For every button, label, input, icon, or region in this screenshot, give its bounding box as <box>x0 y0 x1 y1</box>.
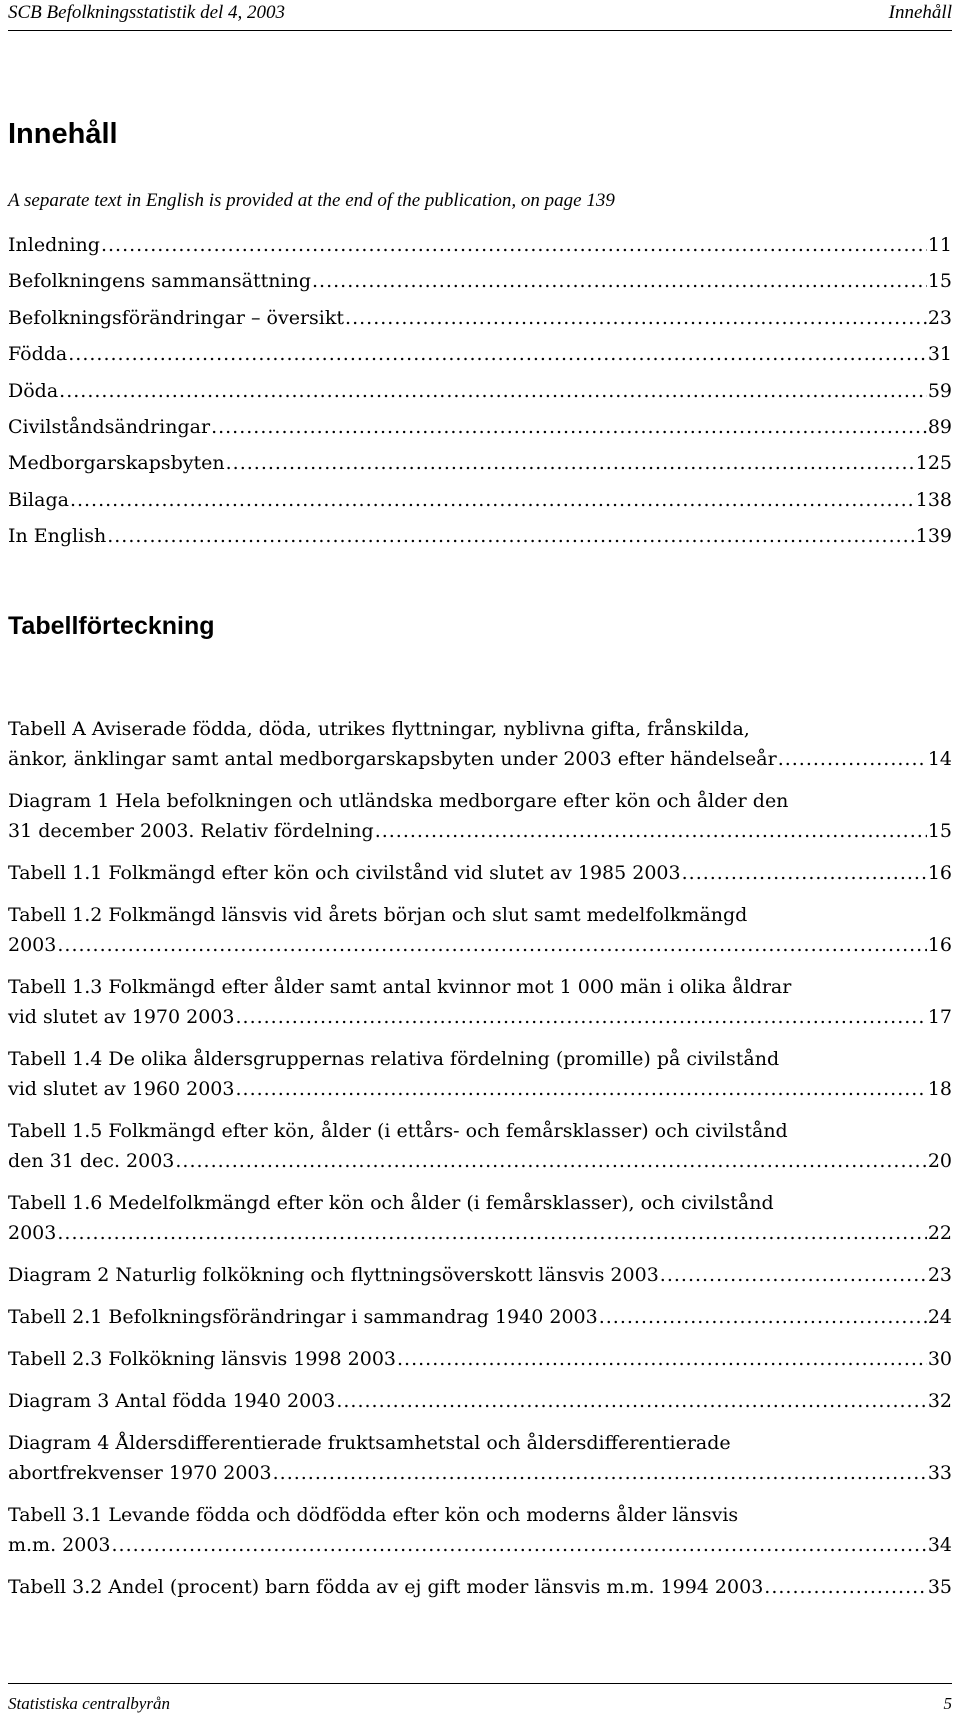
table-entry-first-line: Diagram 1 Hela befolkningen och utländska medborgare efter kön och ålder den <box>8 790 789 812</box>
dot-leader <box>336 1386 926 1416</box>
table-entry-page: 24 <box>927 1306 952 1328</box>
table-entry-page: 33 <box>927 1462 952 1484</box>
table-entry-page: 35 <box>927 1576 952 1598</box>
tables-title: Tabellförteckning <box>8 612 215 640</box>
contents-entry-page: 15 <box>927 270 952 293</box>
contents-entry-label: Befolkningsförändringar – översikt <box>8 306 345 329</box>
table-entry-label: 2003 <box>8 1222 57 1244</box>
contents-entry[interactable] <box>8 521 952 557</box>
table-entry-page: 34 <box>927 1534 952 1556</box>
contents-entry-page: 139 <box>915 525 952 548</box>
dot-leader <box>273 1458 927 1488</box>
table-entry-first-line: Tabell 3.1 Levande födda och dödfödda efter kön och moderns ålder länsvis <box>8 1504 739 1526</box>
dot-leader <box>57 930 926 960</box>
dot-leader <box>70 485 915 515</box>
table-entry-first-line: Tabell 1.4 De olika åldersgruppernas relativa fördelning (promille) på civilstånd <box>8 1048 780 1070</box>
table-entry-page: 16 <box>927 862 952 884</box>
table-entry-label: vid slutet av 1970 2003 <box>8 1006 235 1028</box>
table-entry-label: 31 december 2003. Relativ fördelning <box>8 820 374 842</box>
contents-entry[interactable] <box>8 412 952 448</box>
contents-entry-label: Bilaga <box>8 488 69 511</box>
dot-leader <box>345 303 927 333</box>
table-entry-label: Tabell 2.1 Befolkningsförändringar i sammandrag 1940 2003 <box>8 1306 598 1328</box>
dot-leader <box>107 521 915 551</box>
contents-entry-label: Medborgarskapsbyten <box>8 452 225 475</box>
contents-entry[interactable] <box>8 266 952 302</box>
contents-entry[interactable] <box>8 485 952 521</box>
table-entry-page: 23 <box>927 1264 952 1286</box>
header-section: Innehåll <box>888 2 952 23</box>
page-number: 5 <box>943 1694 952 1713</box>
table-entry-label: Tabell 3.2 Andel (procent) barn födda av ej gift moder länsvis m.m. 1994 2003 <box>8 1576 764 1598</box>
table-entry[interactable] <box>8 1302 952 1332</box>
table-entry[interactable] <box>8 786 952 846</box>
table-entry-label: Diagram 3 Antal födda 1940 2003 <box>8 1390 336 1412</box>
table-entry-first-line: Tabell 1.2 Folkmängd länsvis vid årets början och slut samt medelfolkmängd <box>8 904 748 926</box>
dot-leader <box>68 339 927 369</box>
tables-list <box>8 714 952 1614</box>
table-entry-label: änkor, änklingar samt antal medborgarskapsbyten under 2003 efter händelseår <box>8 748 777 770</box>
contents-list <box>8 230 952 558</box>
table-entry[interactable] <box>8 1386 952 1416</box>
table-entry-page: 18 <box>927 1078 952 1100</box>
contents-entry-page: 138 <box>915 488 952 511</box>
dot-leader <box>312 266 927 296</box>
table-entry-label: vid slutet av 1960 2003 <box>8 1078 235 1100</box>
table-entry[interactable] <box>8 1500 952 1560</box>
table-entry-page: 32 <box>927 1390 952 1412</box>
table-entry-page: 22 <box>927 1222 952 1244</box>
contents-entry-label: Befolkningens sammansättning <box>8 270 311 293</box>
dot-leader <box>101 230 927 260</box>
table-entry-first-line: Diagram 4 Åldersdifferentierade fruktsamhetstal och åldersdifferentierade <box>8 1432 731 1454</box>
table-entry-label: abortfrekvenser 1970 2003 <box>8 1462 272 1484</box>
table-entry-label: den 31 dec. 2003 <box>8 1150 175 1172</box>
contents-entry-label: Inledning <box>8 234 100 256</box>
table-entry[interactable] <box>8 1428 952 1488</box>
contents-entry-page: 89 <box>927 415 952 438</box>
table-entry-label: Tabell 1.1 Folkmängd efter kön och civilstånd vid slutet av 1985 2003 <box>8 862 681 884</box>
dot-leader <box>235 1074 926 1104</box>
dot-leader <box>59 376 927 406</box>
contents-entry[interactable] <box>8 303 952 339</box>
page-header <box>8 0 952 31</box>
page-title: Innehåll <box>8 118 118 150</box>
table-entry[interactable] <box>8 858 952 888</box>
table-entry-page: 30 <box>927 1348 952 1370</box>
footer-publisher: Statistiska centralbyrån <box>8 1694 170 1713</box>
table-entry[interactable] <box>8 972 952 1032</box>
header-publication: SCB Befolkningsstatistik del 4, 2003 <box>8 2 286 23</box>
table-entry[interactable] <box>8 1188 952 1248</box>
table-entry-first-line: Tabell A Aviserade födda, döda, utrikes flyttningar, nyblivna gifta, frånskilda, <box>8 718 750 740</box>
table-entry-label: Diagram 2 Naturlig folkökning och flyttningsöverskott länsvis 2003 <box>8 1264 659 1286</box>
table-entry-label: Tabell 2.3 Folkökning länsvis 1998 2003 <box>8 1348 396 1370</box>
dot-leader <box>599 1302 927 1332</box>
table-entry-first-line: Tabell 1.3 Folkmängd efter ålder samt antal kvinnor mot 1 000 män i olika åldrar <box>8 976 792 998</box>
table-entry-page: 15 <box>927 820 952 842</box>
contents-entry-page: 59 <box>927 379 952 402</box>
contents-entry-page: 31 <box>927 343 952 366</box>
table-entry-page: 16 <box>927 934 952 956</box>
contents-entry-page: 125 <box>915 452 952 475</box>
contents-entry-page: 11 <box>927 234 952 256</box>
contents-entry-label: Födda <box>8 343 68 366</box>
english-note: A separate text in English is provided at the end of the publication, on page 139 <box>8 190 615 211</box>
contents-entry-label: Döda <box>8 379 59 402</box>
dot-leader <box>375 816 927 846</box>
table-entry-first-line: Tabell 1.6 Medelfolkmängd efter kön och ålder (i femårsklasser), och civilstånd <box>8 1192 774 1214</box>
contents-entry-page: 23 <box>927 306 952 329</box>
table-entry-page: 17 <box>927 1006 952 1028</box>
table-entry-label: m.m. 2003 <box>8 1534 111 1556</box>
table-entry-page: 14 <box>927 748 952 770</box>
dot-leader <box>660 1260 927 1290</box>
table-entry[interactable] <box>8 1260 952 1290</box>
dot-leader <box>57 1218 926 1248</box>
dot-leader <box>175 1146 926 1176</box>
dot-leader <box>235 1002 926 1032</box>
contents-entry[interactable] <box>8 339 952 375</box>
contents-entry[interactable] <box>8 448 952 484</box>
contents-entry[interactable] <box>8 230 952 266</box>
dot-leader <box>397 1344 927 1374</box>
table-entry-page: 20 <box>927 1150 952 1172</box>
table-entry[interactable] <box>8 900 952 960</box>
table-entry-first-line: Tabell 1.5 Folkmängd efter kön, ålder (i ettårs- och femårsklasser) och civilstånd <box>8 1120 788 1142</box>
contents-entry-label: In English <box>8 525 107 548</box>
table-entry[interactable] <box>8 1044 952 1104</box>
contents-entry-label: Civilståndsändringar <box>8 415 211 438</box>
dot-leader <box>211 412 927 442</box>
contents-entry[interactable] <box>8 376 952 412</box>
page-footer <box>8 1683 952 1720</box>
dot-leader <box>682 858 927 888</box>
table-entry[interactable] <box>8 1116 952 1176</box>
dot-leader <box>764 1572 927 1602</box>
table-entry-label: 2003 <box>8 934 57 956</box>
table-entry[interactable] <box>8 1572 952 1602</box>
dot-leader <box>112 1530 927 1560</box>
dot-leader <box>778 744 927 774</box>
dot-leader <box>226 448 915 478</box>
table-entry[interactable] <box>8 1344 952 1374</box>
table-entry[interactable] <box>8 714 952 774</box>
